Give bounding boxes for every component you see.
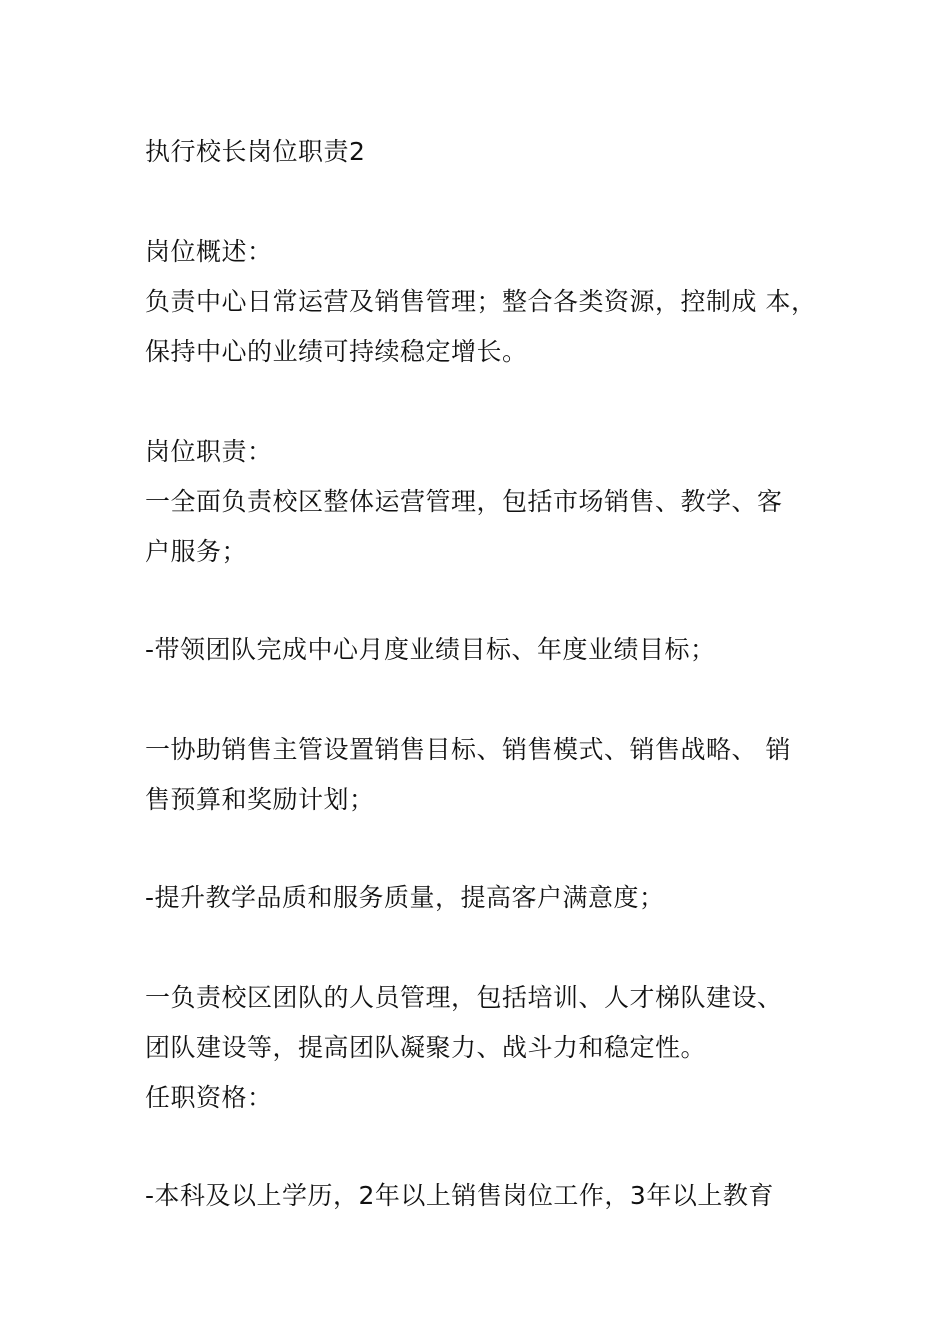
- qualification-item-line: -本科及以上学历，2年以上销售岗位工作，3年以上教育: [145, 1181, 774, 1210]
- duties-heading: 岗位职责：: [145, 437, 273, 466]
- document-title: 执行校长岗位职责2: [145, 137, 366, 166]
- duty-item-line: 售预算和奖励计划；: [145, 785, 375, 814]
- qualifications-heading: 任职资格：: [145, 1083, 273, 1112]
- duty-item-line: -带领团队完成中心月度业绩目标、年度业绩目标；: [145, 635, 716, 664]
- duty-item-line: -提升教学品质和服务质量，提高客户满意度；: [145, 883, 665, 912]
- duty-item-line: 一全面负责校区整体运营管理，包括市场销售、教学、客: [145, 487, 783, 516]
- duty-item-line: 一负责校区团队的人员管理，包括培训、人才梯队建设、: [145, 983, 783, 1012]
- overview-heading: 岗位概述：: [145, 237, 273, 266]
- duty-item-line: 一协助销售主管设置销售目标、销售模式、销售战略、 销: [145, 735, 791, 764]
- duty-item-line: 户服务；: [145, 537, 248, 566]
- overview-line: 负责中心日常运营及销售管理；整合各类资源，控制成 本，: [145, 287, 817, 316]
- duty-item-line: 团队建设等，提高团队凝聚力、战斗力和稳定性。: [145, 1033, 707, 1062]
- overview-line: 保持中心的业绩可持续稳定增长。: [145, 337, 528, 366]
